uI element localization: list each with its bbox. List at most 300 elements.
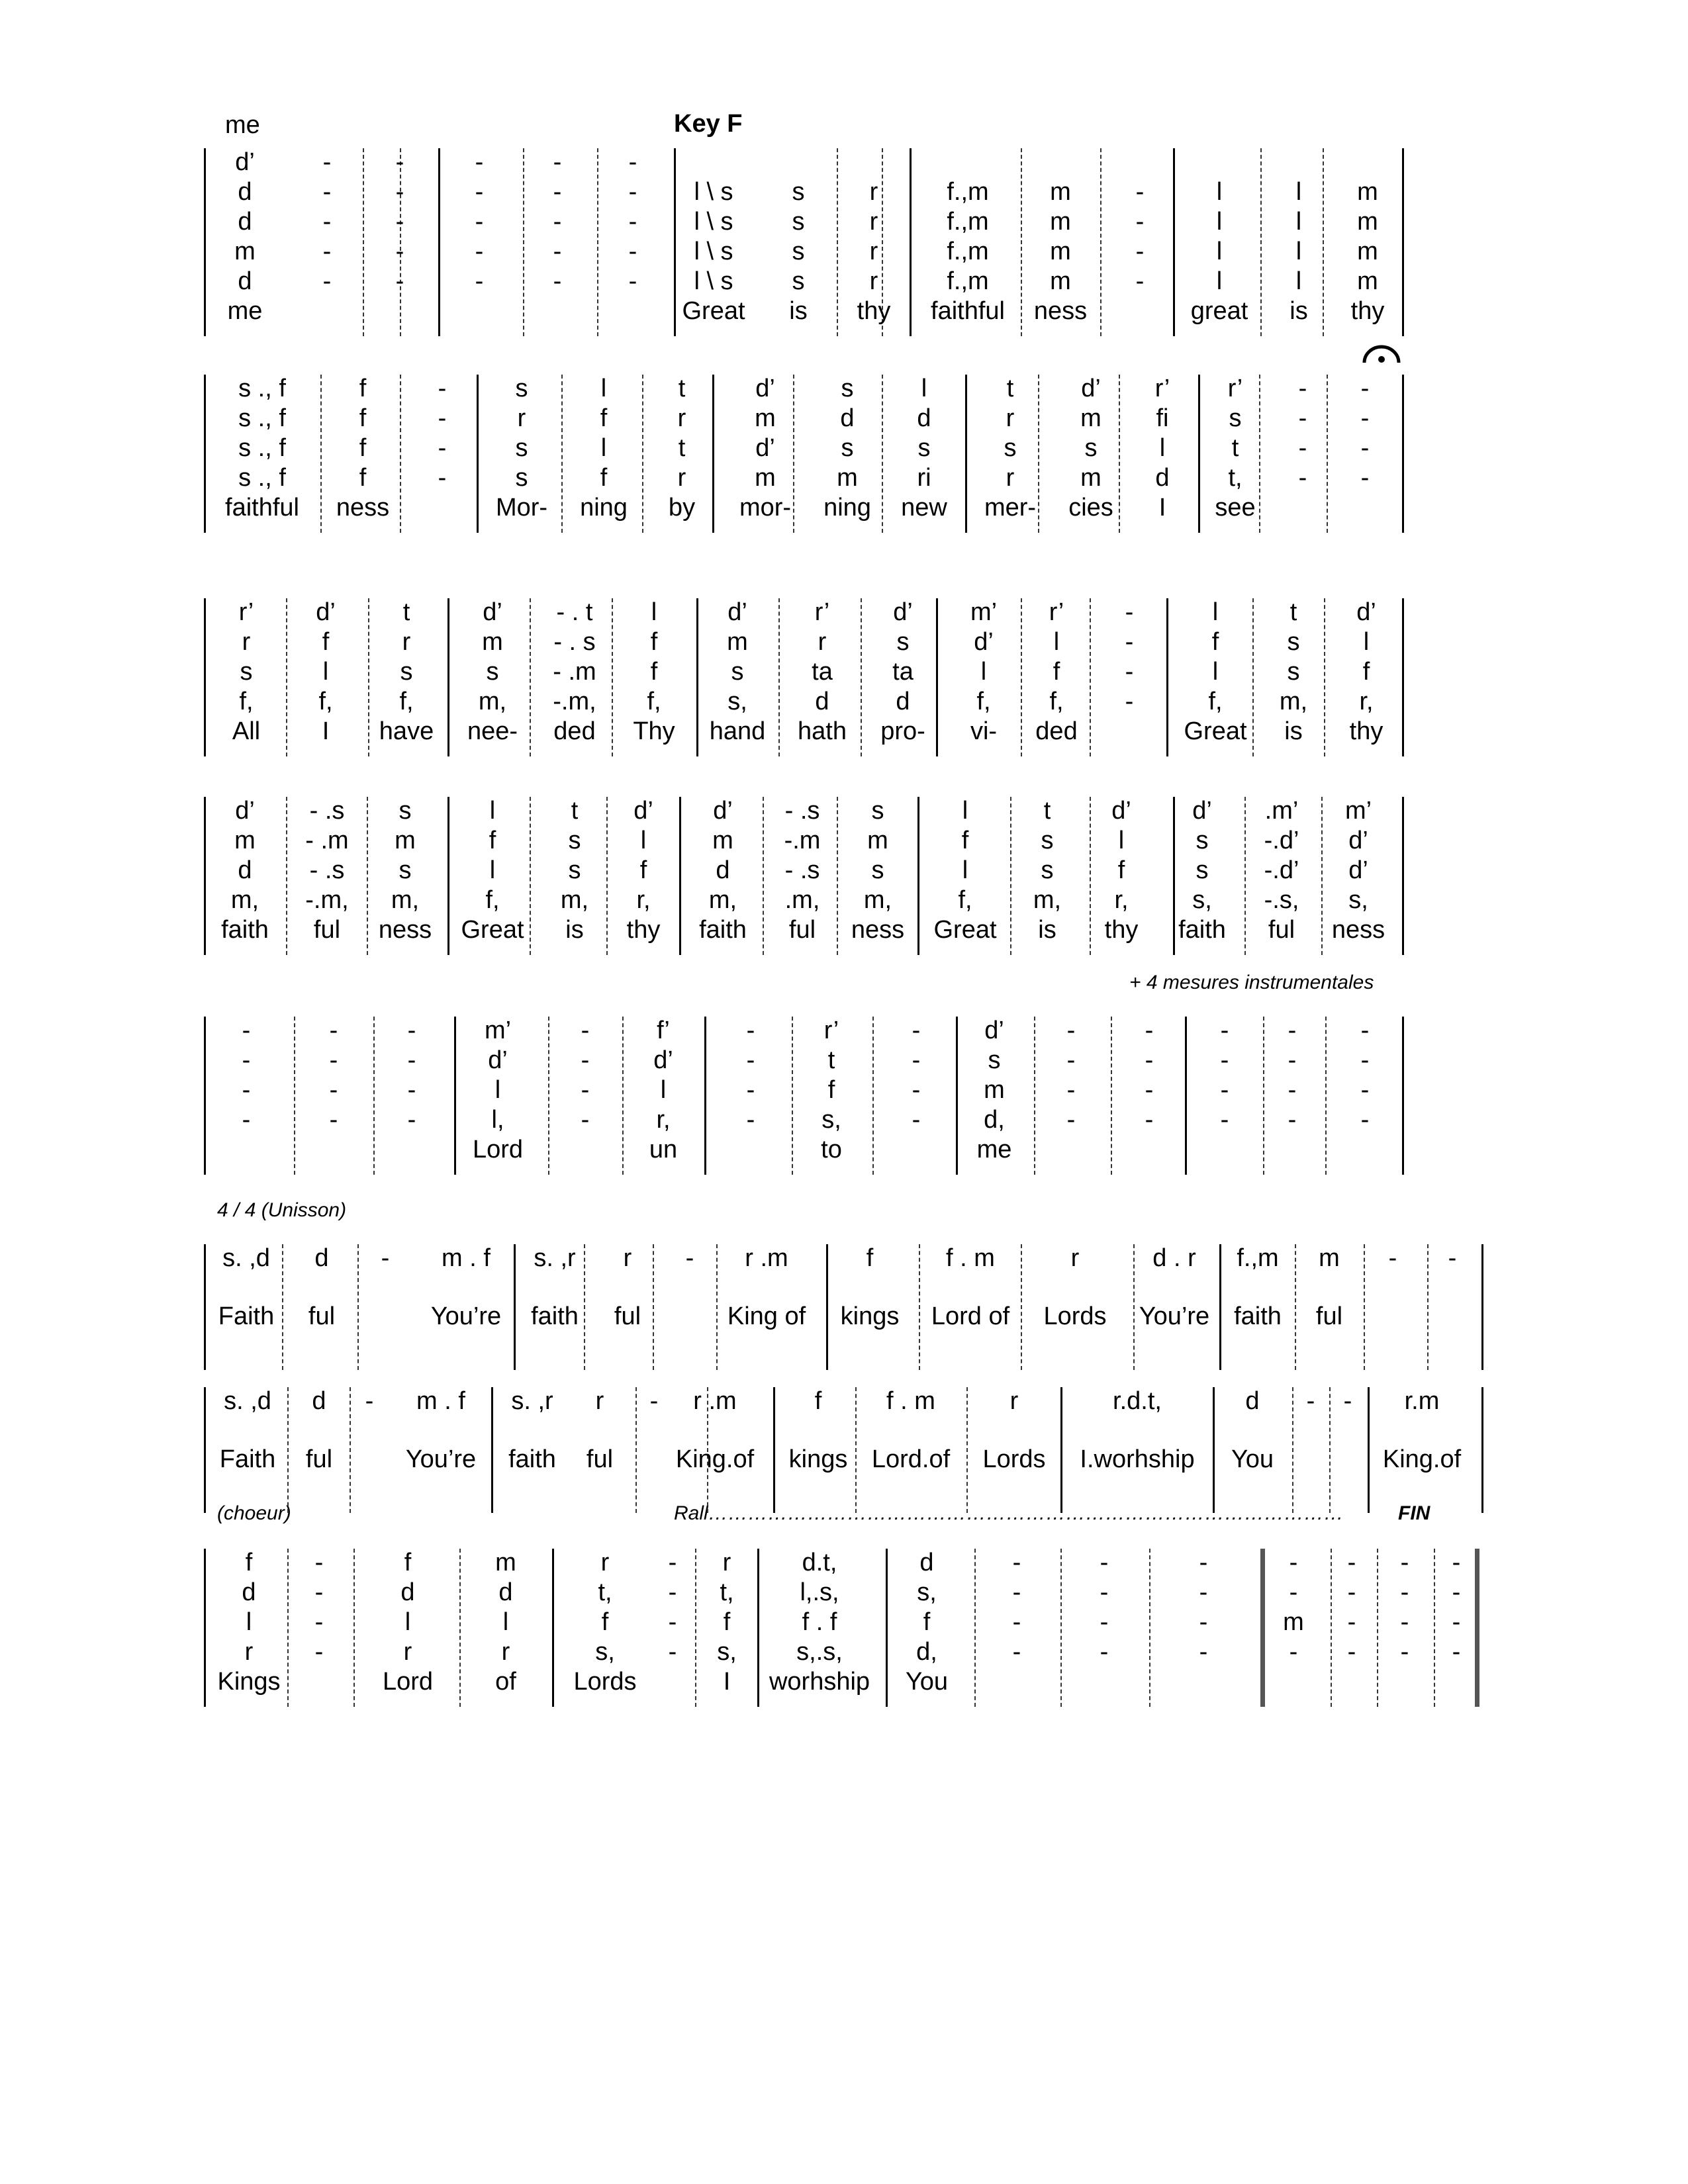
barline xyxy=(965,375,967,533)
barline xyxy=(491,1387,493,1513)
solfa-note: l, xyxy=(491,1106,504,1134)
header-word: me xyxy=(225,111,260,139)
solfa-note: r xyxy=(869,178,878,206)
solfa-note: - xyxy=(628,238,637,265)
solfa-note: - xyxy=(475,178,484,206)
solfa-note: r, xyxy=(656,1106,671,1134)
solfa-note: t, xyxy=(598,1578,612,1606)
barline xyxy=(477,375,479,533)
solfa-note: m xyxy=(727,628,748,656)
solfa-note: r xyxy=(1009,1387,1019,1415)
solfa-note: f . m xyxy=(946,1244,995,1272)
solfa-note: d xyxy=(314,1244,329,1272)
solfa-note: - xyxy=(1452,1608,1461,1636)
solfa-note: - xyxy=(1343,1387,1352,1415)
solfa-note: r xyxy=(869,238,878,265)
solfa-note: s, xyxy=(595,1638,615,1666)
solfa-note: - xyxy=(1145,1046,1154,1074)
solfa-note: l xyxy=(1159,434,1166,462)
lyric: ful xyxy=(313,916,341,944)
beat-divider xyxy=(368,598,369,756)
barline xyxy=(1481,1387,1483,1513)
solfa-note: - xyxy=(1199,1638,1208,1666)
lyric: hand xyxy=(709,717,766,745)
solfa-note: l xyxy=(322,658,329,686)
solfa-note: d’ xyxy=(235,148,255,176)
solfa-note: - xyxy=(1289,1638,1298,1666)
beat-divider xyxy=(530,797,531,955)
lyric: I xyxy=(723,1668,731,1696)
solfa-note: r xyxy=(623,1244,632,1272)
barline xyxy=(204,1549,206,1707)
solfa-note: - .m xyxy=(305,827,349,854)
lyric: Thy xyxy=(633,717,675,745)
solfa-note: r xyxy=(244,1638,254,1666)
solfa-note: - xyxy=(746,1046,755,1074)
lyric: is xyxy=(789,297,808,325)
solfa-note: l xyxy=(246,1608,252,1636)
solfa-note: - xyxy=(438,434,447,462)
solfa-note: - xyxy=(395,178,404,206)
barline xyxy=(1402,598,1404,756)
barline xyxy=(447,797,449,955)
beat-divider xyxy=(855,1387,857,1513)
barline xyxy=(956,1017,958,1175)
solfa-note: l xyxy=(489,797,496,825)
solfa-note: - xyxy=(1135,267,1145,295)
barline xyxy=(204,797,206,955)
solfa-note: f.,m xyxy=(1237,1244,1279,1272)
solfa-note: f, xyxy=(958,886,972,914)
solfa-note: l xyxy=(1216,238,1223,265)
solfa-note: - xyxy=(329,1106,338,1134)
solfa-note: .m’ xyxy=(1264,797,1299,825)
beat-divider xyxy=(1325,1017,1327,1175)
solfa-note: - xyxy=(314,1608,324,1636)
solfa-note: m, xyxy=(708,886,737,914)
barline xyxy=(204,598,206,756)
beat-divider xyxy=(642,375,643,533)
beat-divider xyxy=(1377,1549,1378,1707)
solfa-note: d’ xyxy=(713,797,733,825)
barline xyxy=(438,148,440,336)
solfa-note: s, xyxy=(727,688,747,715)
solfa-note: - xyxy=(1066,1076,1076,1104)
solfa-note: f xyxy=(814,1387,822,1415)
solfa-note: - xyxy=(553,267,562,295)
solfa-note: r .m xyxy=(745,1244,788,1272)
solfa-note: - xyxy=(668,1608,677,1636)
solfa-note: - xyxy=(628,267,637,295)
beat-divider xyxy=(1331,1549,1332,1707)
solfa-note: - .s xyxy=(784,797,820,825)
solfa-note: d’ xyxy=(488,1046,508,1074)
solfa-note: -.m, xyxy=(305,886,349,914)
solfa-note: f xyxy=(600,464,608,492)
lyric: ness xyxy=(851,916,905,944)
solfa-note: - xyxy=(1012,1638,1021,1666)
barline xyxy=(204,1017,206,1175)
solfa-note: d xyxy=(242,1578,256,1606)
lyric: ness xyxy=(336,494,390,522)
solfa-note: s xyxy=(1196,856,1209,884)
lyric: I xyxy=(1158,494,1166,522)
solfa-note: - xyxy=(581,1046,590,1074)
solfa-note: - xyxy=(1360,404,1370,432)
solfa-note: s xyxy=(1229,404,1242,432)
solfa-note: - xyxy=(395,267,404,295)
lyric: You’re xyxy=(1139,1302,1210,1330)
system-3 xyxy=(0,598,1688,756)
solfa-note: - xyxy=(1360,1046,1370,1074)
solfa-note: s xyxy=(515,464,528,492)
solfa-note: m xyxy=(495,1549,516,1576)
lyric: ful xyxy=(305,1445,333,1473)
solfa-note: r’ xyxy=(823,1017,839,1044)
lyric: new xyxy=(901,494,947,522)
solfa-note: s xyxy=(792,208,805,236)
beat-divider xyxy=(1252,598,1254,756)
solfa-note: f.,m xyxy=(947,238,989,265)
beat-divider xyxy=(966,1387,968,1513)
solfa-note: t xyxy=(678,375,686,402)
solfa-note: d’ xyxy=(974,628,994,656)
solfa-note: - xyxy=(1012,1608,1021,1636)
beat-divider xyxy=(287,1387,289,1513)
solfa-note: f, xyxy=(399,688,414,715)
beat-divider xyxy=(1021,598,1022,756)
solfa-note: t xyxy=(1043,797,1051,825)
lyric: by xyxy=(668,494,696,522)
beat-divider xyxy=(716,1244,718,1370)
beat-divider xyxy=(350,1387,351,1513)
solfa-note: - xyxy=(1100,1608,1109,1636)
solfa-note: l xyxy=(651,598,657,626)
solfa-note: t, xyxy=(720,1578,734,1606)
solfa-note: m . f xyxy=(442,1244,491,1272)
beat-divider xyxy=(1244,797,1246,955)
lyric: Lords xyxy=(982,1445,1046,1473)
solfa-note: r.m xyxy=(1404,1387,1440,1415)
beat-divider xyxy=(287,1549,289,1707)
solfa-note: m xyxy=(867,827,888,854)
solfa-note: f xyxy=(359,375,367,402)
solfa-note: - xyxy=(553,208,562,236)
solfa-note: s xyxy=(1041,827,1054,854)
final-barline xyxy=(1475,1549,1479,1707)
lyric: me xyxy=(227,297,263,325)
solfa-note: - xyxy=(1125,688,1134,715)
lyric: faithful xyxy=(225,494,299,522)
solfa-note: s xyxy=(568,856,581,884)
solfa-note: d xyxy=(716,856,730,884)
lyric: thy xyxy=(1104,916,1139,944)
solfa-note: - xyxy=(1288,1106,1297,1134)
lyric: ful xyxy=(586,1445,614,1473)
solfa-note: - xyxy=(1199,1578,1208,1606)
solfa-note: f.,m xyxy=(947,267,989,295)
lyric: Faith xyxy=(219,1445,276,1473)
solfa-note: d’ xyxy=(984,1017,1004,1044)
lyric: Lords xyxy=(573,1668,637,1696)
barline xyxy=(1402,1017,1404,1175)
solfa-note: f xyxy=(923,1608,931,1636)
lyric: thy xyxy=(857,297,891,325)
solfa-note: - xyxy=(395,208,404,236)
solfa-note: f.,m xyxy=(947,208,989,236)
solfa-note: s xyxy=(841,375,854,402)
solfa-note: - xyxy=(553,178,562,206)
solfa-note: - xyxy=(438,375,447,402)
solfa-note: f xyxy=(639,856,647,884)
solfa-note: - xyxy=(553,148,562,176)
solfa-note: l xyxy=(502,1608,509,1636)
barline xyxy=(936,598,938,756)
solfa-note: r, xyxy=(1114,886,1129,914)
solfa-note: - xyxy=(685,1244,694,1272)
solfa-note: s xyxy=(841,434,854,462)
barline xyxy=(1173,148,1175,336)
solfa-note: d xyxy=(1245,1387,1260,1415)
barline xyxy=(910,148,912,336)
solfa-note: m, xyxy=(1279,688,1308,715)
solfa-note: t xyxy=(402,598,410,626)
solfa-note: - xyxy=(395,148,404,176)
lyric: ness xyxy=(1033,297,1088,325)
lyric: ness xyxy=(378,916,432,944)
solfa-note: .m, xyxy=(784,886,820,914)
beat-divider xyxy=(622,1017,624,1175)
solfa-note: r.d.t, xyxy=(1113,1387,1162,1415)
solfa-note: r xyxy=(1006,404,1015,432)
solfa-note: - xyxy=(1360,434,1370,462)
solfa-note: ta xyxy=(892,658,914,686)
solfa-note: - xyxy=(1360,1017,1370,1044)
lyric: faith xyxy=(699,916,747,944)
lyric: faith xyxy=(1178,916,1226,944)
solfa-note: d . r xyxy=(1152,1244,1196,1272)
beat-divider xyxy=(1133,1244,1135,1370)
solfa-note: r xyxy=(595,1387,604,1415)
lyric: see xyxy=(1215,494,1256,522)
beat-divider xyxy=(1259,375,1260,533)
beat-divider xyxy=(1010,797,1011,955)
lyric: Faith xyxy=(218,1302,275,1330)
solfa-note: - xyxy=(1448,1244,1457,1272)
solfa-note: ta xyxy=(812,658,833,686)
solfa-note: d xyxy=(1155,464,1170,492)
barline xyxy=(696,598,698,756)
solfa-note: s xyxy=(731,658,744,686)
beat-divider xyxy=(1090,598,1091,756)
solfa-note: f xyxy=(1362,658,1370,686)
solfa-note: m xyxy=(1050,238,1071,265)
solfa-note: - xyxy=(314,1638,324,1666)
lyric: ded xyxy=(553,717,596,745)
beat-divider xyxy=(882,375,883,533)
solfa-note: m xyxy=(1050,267,1071,295)
solfa-note: - xyxy=(1347,1578,1356,1606)
beat-divider xyxy=(1021,148,1022,336)
solfa-note: s ., f xyxy=(238,375,286,402)
solfa-note: - . t xyxy=(556,598,593,626)
solfa-note: f.,m xyxy=(947,178,989,206)
solfa-note: - xyxy=(314,1578,324,1606)
solfa-note: f xyxy=(1117,856,1125,884)
lyric: Great xyxy=(1184,717,1247,745)
solfa-note: -.s, xyxy=(1264,886,1299,914)
solfa-note: r xyxy=(402,628,411,656)
solfa-note: t xyxy=(1006,375,1014,402)
beat-divider xyxy=(1434,1549,1435,1707)
solfa-note: - xyxy=(242,1076,251,1104)
solfa-note: - xyxy=(475,148,484,176)
solfa-note: - xyxy=(1347,1638,1356,1666)
solfa-note: - xyxy=(1298,464,1307,492)
solfa-note: r’ xyxy=(814,598,830,626)
solfa-note: f xyxy=(359,464,367,492)
solfa-note: d xyxy=(238,856,252,884)
solfa-note: l xyxy=(1363,628,1370,656)
solfa-note: s xyxy=(399,797,412,825)
lyric: faith xyxy=(531,1302,579,1330)
system-6 xyxy=(0,1244,1688,1370)
solfa-note: d, xyxy=(916,1638,937,1666)
solfa-note: l xyxy=(1212,658,1219,686)
solfa-note: - xyxy=(1452,1549,1461,1576)
lyric: Great xyxy=(933,916,997,944)
lyric: nee- xyxy=(467,717,518,745)
beat-divider xyxy=(584,1244,585,1370)
solfa-note: m xyxy=(395,827,416,854)
solfa-note: s. ,r xyxy=(534,1244,576,1272)
solfa-note: l xyxy=(1212,598,1219,626)
solfa-note: - xyxy=(1306,1387,1315,1415)
lyric: is xyxy=(1289,297,1308,325)
barline xyxy=(1402,797,1404,955)
lyric: to xyxy=(821,1136,842,1163)
solfa-note: f, xyxy=(1208,688,1223,715)
solfa-note: d.t, xyxy=(802,1549,837,1576)
solfa-note: - xyxy=(322,208,332,236)
solfa-note: m xyxy=(755,404,776,432)
lyric: Great xyxy=(461,916,524,944)
solfa-note: - xyxy=(1199,1608,1208,1636)
solfa-note: d’ xyxy=(633,797,653,825)
lyric: thy xyxy=(626,916,661,944)
solfa-note: - .m xyxy=(553,658,596,686)
solfa-note: r xyxy=(517,404,526,432)
solfa-note: - xyxy=(553,238,562,265)
solfa-note: - xyxy=(1220,1046,1229,1074)
solfa-note: d xyxy=(919,1549,934,1576)
solfa-note: d xyxy=(917,404,931,432)
solfa-note: l xyxy=(1216,208,1223,236)
lyric: Great xyxy=(682,297,745,325)
solfa-note: - xyxy=(1400,1549,1409,1576)
lyric: thy xyxy=(1349,717,1383,745)
barline xyxy=(204,375,206,533)
beat-divider xyxy=(793,375,794,533)
beat-divider xyxy=(1263,1017,1264,1175)
solfa-note: d’ xyxy=(755,375,775,402)
solfa-note: - xyxy=(1135,178,1145,206)
lyric: ful xyxy=(614,1302,641,1330)
beat-divider xyxy=(561,375,563,533)
solfa-note: d’ xyxy=(1348,856,1368,884)
solfa-note: m xyxy=(1357,267,1378,295)
lyric: ning xyxy=(823,494,871,522)
lyric: ful xyxy=(1315,1302,1343,1330)
solfa-note: m, xyxy=(478,688,507,715)
barline xyxy=(674,148,676,336)
solfa-note: - xyxy=(1135,238,1145,265)
solfa-note: l \ s xyxy=(694,238,733,265)
lyric: thy xyxy=(1350,297,1385,325)
barline xyxy=(204,1387,206,1513)
beat-divider xyxy=(606,797,608,955)
solfa-note: l xyxy=(600,375,607,402)
solfa-note: f xyxy=(404,1549,412,1576)
solfa-note: l xyxy=(660,1076,667,1104)
solfa-note: s ., f xyxy=(238,464,286,492)
solfa-note: l xyxy=(1295,178,1302,206)
solfa-note: l xyxy=(1053,628,1060,656)
solfa-note: - xyxy=(1400,1608,1409,1636)
solfa-note: s xyxy=(871,856,884,884)
solfa-note: d xyxy=(498,1578,513,1606)
solfa-note: - xyxy=(1066,1046,1076,1074)
solfa-note: m xyxy=(482,628,503,656)
beat-divider xyxy=(1260,148,1262,336)
solfa-note: s ., f xyxy=(238,434,286,462)
solfa-note: l xyxy=(404,1608,411,1636)
barline xyxy=(454,1017,456,1175)
solfa-note: - xyxy=(407,1106,416,1134)
solfa-note: - xyxy=(1125,658,1134,686)
lyric: Lord xyxy=(382,1668,434,1696)
solfa-note: d xyxy=(896,688,910,715)
beat-divider xyxy=(1090,797,1091,955)
solfa-note: d xyxy=(238,208,252,236)
solfa-note: - xyxy=(438,464,447,492)
solfa-note: - xyxy=(668,1549,677,1576)
solfa-note: f . f xyxy=(802,1608,837,1636)
solfa-note: s xyxy=(1041,856,1054,884)
solfa-note: m xyxy=(1080,404,1102,432)
lyric: faith xyxy=(1234,1302,1282,1330)
solfa-note: d’ xyxy=(893,598,913,626)
solfa-note: r xyxy=(403,1638,412,1666)
beat-divider xyxy=(695,1549,696,1707)
beat-divider xyxy=(1321,797,1323,955)
solfa-note: - xyxy=(242,1046,251,1074)
barline xyxy=(1060,1387,1062,1513)
solfa-note: m, xyxy=(863,886,892,914)
solfa-note: f xyxy=(961,827,969,854)
solfa-note: m . f xyxy=(416,1387,465,1415)
barline xyxy=(1402,148,1404,336)
lyric: is xyxy=(1038,916,1056,944)
solfa-note: - xyxy=(438,404,447,432)
lyric: King.of xyxy=(675,1445,755,1473)
solfa-note: l xyxy=(1295,238,1302,265)
lyric: un xyxy=(649,1136,678,1163)
solfa-note: m, xyxy=(230,886,259,914)
beat-divider xyxy=(523,148,524,336)
solfa-note: s, xyxy=(1348,886,1368,914)
solfa-note: t xyxy=(1231,434,1239,462)
